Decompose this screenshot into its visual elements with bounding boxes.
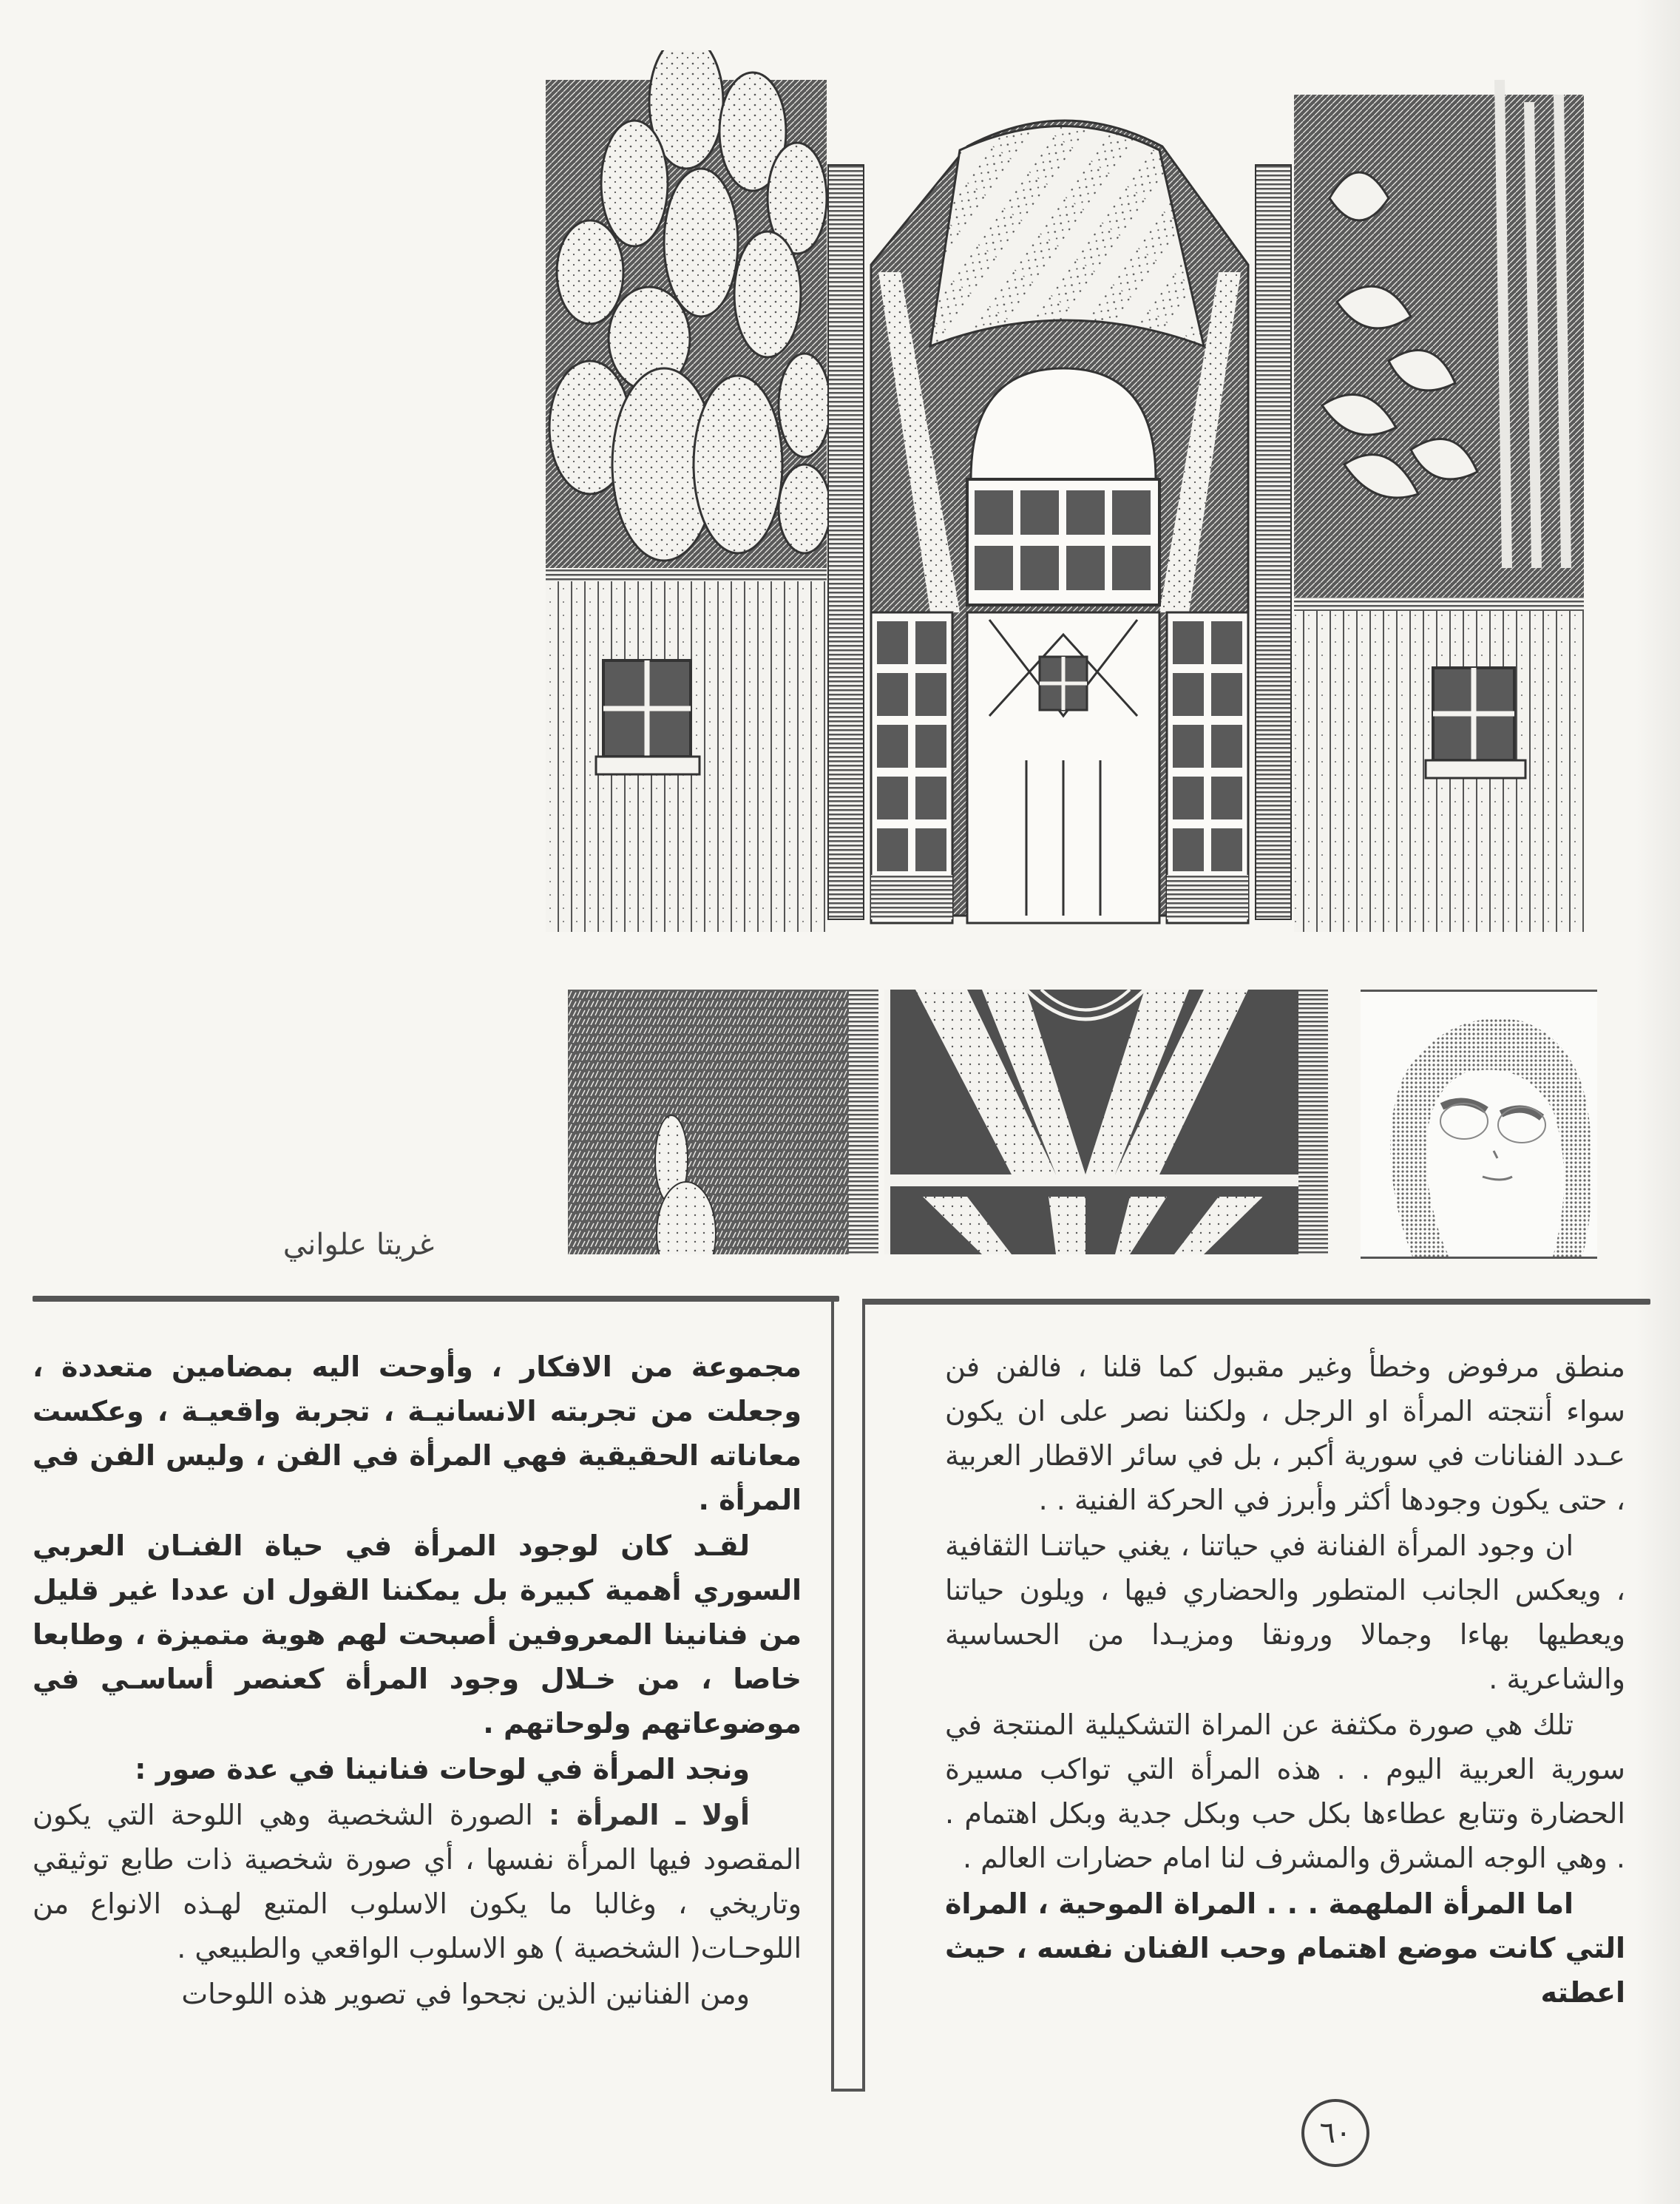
artist-portrait (1361, 990, 1597, 1259)
paragraph-bold: مجموعة من الافكار ، وأوحت اليه بمضامين متعددة ، وجعلت من تجربته الانسانيـة ، تجربة واقعيـة ، وعكست معاناته الحقيقية فهي المرأة في الفن ، وليس الفن في المرأة . (33, 1351, 802, 1516)
right-text-column (945, 1345, 1625, 2015)
paragraph-bold: اما المرأة الملهمة . . . المراة الموحية ، المراة التي كانت موضع اهتمام وحب الفنان نفسه ، حيث اعطته (945, 1887, 1625, 2009)
paragraph-bold: ونجد المرأة في لوحات فنانينا في عدة صور : (135, 1753, 750, 1785)
paragraph-bold: لقـد كان لوجود المرأة في حياة الفنـان العربي السوري أهمية كبيرة بل يمكننا القول ان عددا غير قليل من فنانينا المعروفين أصبحت لهم هوية متميزة ، وطابعا خاصا ، من خـلال وجود المرأة كعنصر أساسـي في موضوعاتهم ولوحاتهم . (33, 1529, 802, 1740)
page-number-text: ٦٠ (1319, 2116, 1352, 2150)
paragraph-first-type (33, 1793, 802, 1970)
cactus-and-beams-drawing (568, 990, 1361, 1254)
left-text-column (33, 1345, 802, 2016)
page-edge-shade (1636, 0, 1680, 2204)
paragraph: ان وجود المرأة الفنانة في حياتنا ، يغني حياتنـا الثقافية ، ويعكس الجانب المتطور والحضاري فيها ، ويلون حياتنا ويعطيها بهاءا وجمالا ورونقا ومزيـدا من الحساسية والشاعرية . (945, 1529, 1625, 1695)
paragraph: منطق مرفوض وخطأ وغير مقبول كما قلنا ، فالفن فن سواء أنتجته المرأة او الرجل ، ولكننا نصر على ان يكون عـدد الفنانات في سورية أكبر ، بل في سائر الاقطار العربية ، حتى يكون وجودها أكثر وأبرز في الحركة الفنية . . (945, 1351, 1625, 1516)
paragraph-text: الصورة الشخصية وهي اللوحة التي يكون المقصود فيها المرأة نفسها ، أي صورة شخصية ذات طابع توثيقي وتاريخي ، وغالبا ما يكون الاسلوب المتبع لهـذه الانواع من اللوحـات( الشخصية ) هو الاسلوب الواقعي والطبيعي . (33, 1799, 802, 1964)
main-illustration (546, 50, 1584, 932)
strip-illustration (568, 990, 1361, 1254)
section-lead: أولا ـ المرأة : (549, 1799, 750, 1831)
column-divider (831, 1299, 865, 2092)
paragraph: تلك هي صورة مكثفة عن المراة التشكيلية المنتجة في سورية العربية اليوم . . هذه المرأة التي تواكب مسيرة الحضارة وتتابع عطاءها بكل حب وبكل جدية وبكل اهتمام . . وهي الوجه المشرق والمشرف لنا امام حضارات العالم . (945, 1708, 1625, 1874)
paragraph: ومن الفنانين الذين نجحوا في تصوير هذه اللوحات (181, 1978, 750, 2010)
top-rule-left (33, 1296, 839, 1302)
arched-doorway-drawing (546, 50, 1584, 932)
top-rule-right (862, 1299, 1650, 1305)
portrait-halftone (1361, 992, 1597, 1257)
artist-name-caption: غريتا علواني (282, 1228, 435, 1262)
page-number (1301, 2099, 1369, 2167)
